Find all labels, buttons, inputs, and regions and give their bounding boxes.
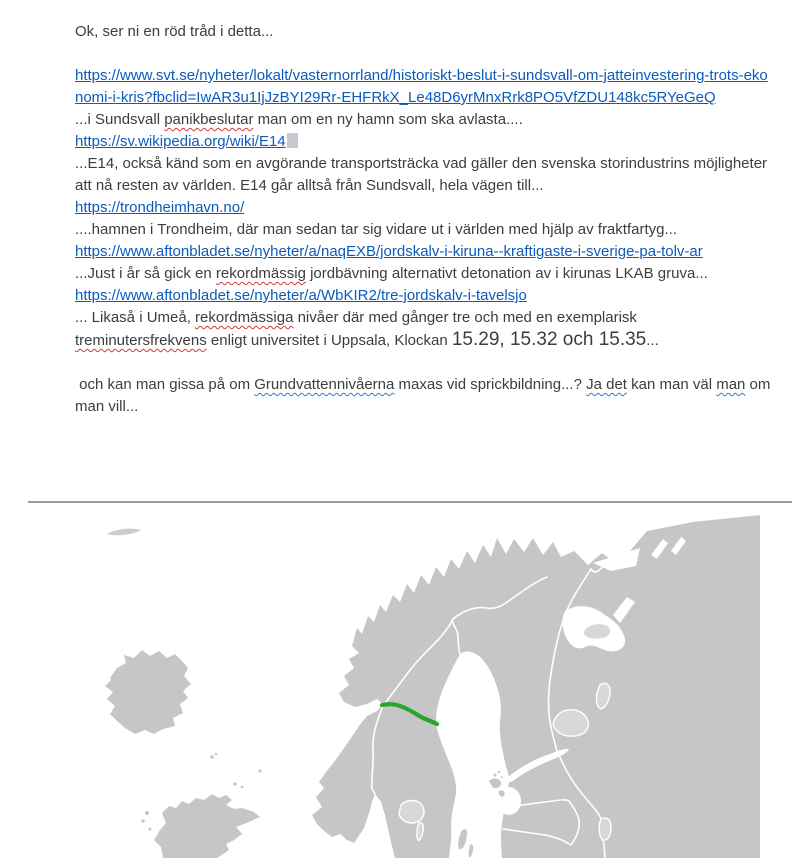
selection-highlight [287, 133, 298, 148]
paragraph [75, 241, 772, 263]
paragraph [75, 285, 772, 307]
text-run: Grundvattennivåerna [254, 376, 395, 393]
orkney-island [241, 786, 244, 789]
text-run: ...i Sundsvall [75, 111, 165, 128]
scandinavia-map [55, 507, 760, 858]
text-run: ...E14, också känd som en avgörande transportsträcka vad gäller den svenska storindustrins möjligheter att nå resten av världen. E14 går alltså från Sundsvall, hela vägen till... [75, 155, 772, 194]
text-run: och kan man gissa på om [75, 376, 255, 393]
paragraph [75, 43, 772, 65]
hebrides-island [149, 828, 152, 831]
lake-ladoga [553, 710, 588, 737]
text-run: man om en ny hamn som ska avlasta.... [253, 111, 523, 128]
faroe-island [210, 755, 214, 759]
paragraph [75, 374, 775, 418]
text-run: rekordmässiga [195, 309, 294, 326]
lake-vanern [399, 801, 424, 824]
text-run: treminutersfrekvens [75, 332, 207, 349]
lake-peipus [599, 818, 611, 840]
paragraph [75, 109, 772, 131]
horizontal-divider [28, 501, 792, 503]
text-run: kan man väl [626, 376, 717, 393]
aland-island [494, 774, 497, 777]
paragraph [75, 263, 772, 285]
hebrides-island [145, 811, 149, 815]
text-run: Ja det [586, 376, 627, 393]
hyperlink[interactable]: https://www.aftonbladet.se/nyheter/a/naqEXB/jordskalv-i-kiruna--kraftigaste-i-sverige-pa-tolv-ar [75, 243, 703, 260]
hyperlink[interactable]: https://www.svt.se/nyheter/lokalt/vasternorrland/historiskt-beslut-i-sundsvall-om-jatteinvestering-trots-ekonomi-i-kris?fbclid=IwAR3u1IjJzBYI29Rr-EHFRkX_Le48D6yrMnxRrk8PO5VfZDU148kc5RYeGeQ [75, 67, 768, 106]
hebrides-island [141, 819, 145, 823]
scandinavia-map-image[interactable] [55, 507, 760, 858]
paragraph [75, 153, 772, 197]
hyperlink[interactable]: https://sv.wikipedia.org/wiki/E14 [75, 133, 286, 150]
text-run: rekordmässig [215, 265, 306, 282]
aland-island [498, 771, 500, 773]
text-run: maxas vid sprickbildning...? [394, 376, 587, 393]
faroe-island [215, 753, 217, 755]
text-run: nivåer där med gånger tre och med en exemplarisk [293, 309, 642, 326]
emphasized-times: 15.29, 15.32 och 15.35 [451, 329, 647, 350]
paragraph [75, 352, 772, 374]
text-run: man [716, 376, 746, 393]
orkney-island [233, 782, 237, 786]
text-run: enligt universitet i Uppsala, Klockan [206, 332, 452, 349]
text-run: ...Just i år så gick en [75, 265, 216, 282]
paragraph [75, 21, 772, 43]
text-run: Ok, ser ni en röd tråd i detta... [75, 23, 274, 40]
text-run: jordbävning alternativt detonation av i kirunas LKAB gruva... [305, 265, 708, 282]
paragraph [75, 131, 772, 153]
document-text-block [75, 21, 775, 418]
hyperlink[interactable]: https://www.aftonbladet.se/nyheter/a/WbKIR2/tre-jordskalv-i-tavelsjo [75, 287, 527, 304]
hyperlink[interactable]: https://trondheimhavn.no/ [75, 199, 245, 216]
text-run: om man vill... [75, 376, 775, 415]
paragraph [75, 65, 772, 109]
text-run: ... Likaså i Umeå, [75, 309, 196, 326]
aland-island [501, 776, 503, 778]
text-run: panikbeslutar [164, 111, 254, 128]
text-run: ... [646, 332, 659, 349]
text-run: ....hamnen i Trondheim, där man sedan tar sig vidare ut i världen med hjälp av fraktfartyg... [75, 221, 677, 238]
paragraph [75, 307, 772, 352]
shetland-island [258, 769, 261, 772]
paragraph [75, 219, 772, 241]
paragraph [75, 197, 772, 219]
